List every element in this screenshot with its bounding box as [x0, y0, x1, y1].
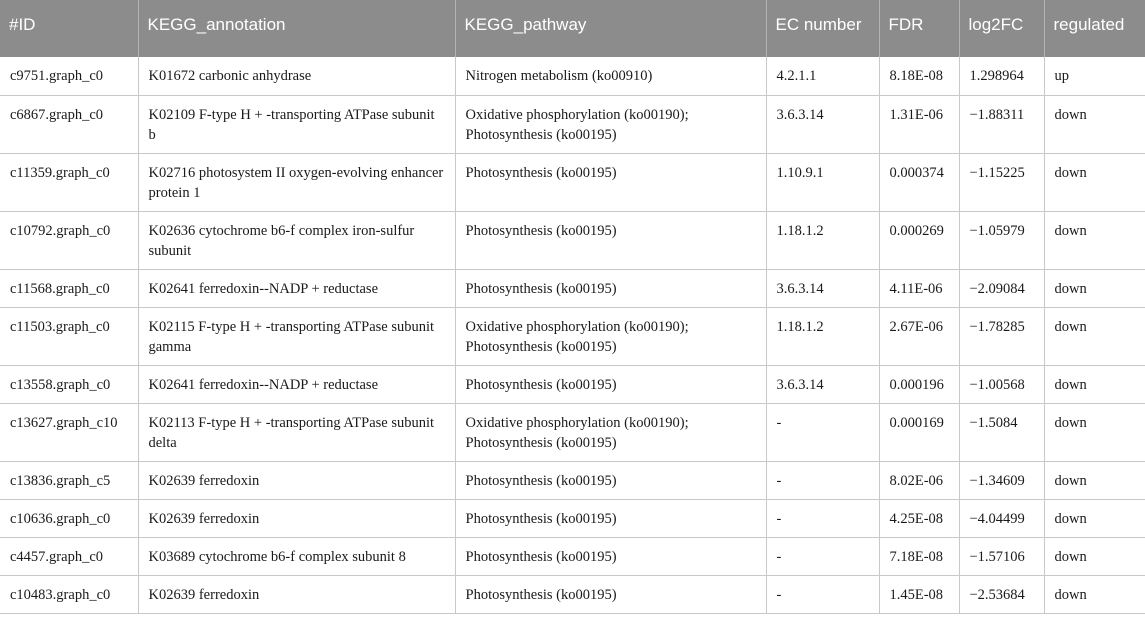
cell-annotation: K02115 F-type H + -transporting ATPase subunit gamma — [138, 307, 455, 365]
cell-annotation: K03689 cytochrome b6-f complex subunit 8 — [138, 537, 455, 575]
cell-id: c6867.graph_c0 — [0, 95, 138, 153]
table-row — [0, 499, 1145, 537]
cell-log2fc: −1.00568 — [959, 365, 1044, 403]
cell-pathway: Photosynthesis (ko00195) — [455, 461, 766, 499]
cell-annotation: K01672 carbonic anhydrase — [138, 57, 455, 95]
cell-id: c10636.graph_c0 — [0, 499, 138, 537]
header-ec-number: EC number — [766, 0, 879, 57]
header-id: #ID — [0, 0, 138, 57]
cell-fdr: 0.000196 — [879, 365, 959, 403]
cell-annotation: K02716 photosystem II oxygen-evolving enhancer protein 1 — [138, 153, 455, 211]
table-row — [0, 153, 1145, 211]
cell-fdr: 8.18E-08 — [879, 57, 959, 95]
cell-regulated: down — [1044, 499, 1145, 537]
header-kegg-pathway: KEGG_pathway — [455, 0, 766, 57]
cell-pathway: Photosynthesis (ko00195) — [455, 365, 766, 403]
cell-id: c11568.graph_c0 — [0, 269, 138, 307]
cell-regulated: down — [1044, 269, 1145, 307]
cell-annotation: K02641 ferredoxin--NADP + reductase — [138, 269, 455, 307]
cell-annotation: K02636 cytochrome b6-f complex iron-sulfur subunit — [138, 211, 455, 269]
cell-log2fc: −4.04499 — [959, 499, 1044, 537]
cell-log2fc: −1.5084 — [959, 403, 1044, 461]
cell-pathway: Photosynthesis (ko00195) — [455, 499, 766, 537]
cell-id: c10483.graph_c0 — [0, 575, 138, 613]
cell-pathway: Nitrogen metabolism (ko00910) — [455, 57, 766, 95]
cell-id: c11503.graph_c0 — [0, 307, 138, 365]
cell-ec-number: 1.18.1.2 — [766, 307, 879, 365]
table-row — [0, 537, 1145, 575]
header-regulated: regulated — [1044, 0, 1145, 57]
cell-fdr: 0.000269 — [879, 211, 959, 269]
cell-ec-number: 1.18.1.2 — [766, 211, 879, 269]
cell-log2fc: −1.57106 — [959, 537, 1044, 575]
cell-regulated: up — [1044, 57, 1145, 95]
cell-fdr: 4.11E-06 — [879, 269, 959, 307]
cell-regulated: down — [1044, 537, 1145, 575]
cell-annotation: K02641 ferredoxin--NADP + reductase — [138, 365, 455, 403]
header-fdr: FDR — [879, 0, 959, 57]
cell-pathway: Oxidative phosphorylation (ko00190); Photosynthesis (ko00195) — [455, 307, 766, 365]
cell-ec-number: 1.10.9.1 — [766, 153, 879, 211]
cell-id: c13558.graph_c0 — [0, 365, 138, 403]
cell-annotation: K02639 ferredoxin — [138, 461, 455, 499]
cell-ec-number: - — [766, 403, 879, 461]
cell-pathway: Oxidative phosphorylation (ko00190); Photosynthesis (ko00195) — [455, 95, 766, 153]
cell-id: c11359.graph_c0 — [0, 153, 138, 211]
cell-log2fc: −1.34609 — [959, 461, 1044, 499]
cell-regulated: down — [1044, 365, 1145, 403]
header-row — [0, 0, 1145, 57]
cell-annotation: K02639 ferredoxin — [138, 499, 455, 537]
cell-id: c4457.graph_c0 — [0, 537, 138, 575]
cell-fdr: 0.000374 — [879, 153, 959, 211]
cell-log2fc: −2.09084 — [959, 269, 1044, 307]
cell-id: c13627.graph_c10 — [0, 403, 138, 461]
cell-pathway: Oxidative phosphorylation (ko00190); Photosynthesis (ko00195) — [455, 403, 766, 461]
cell-ec-number: - — [766, 499, 879, 537]
table-row — [0, 211, 1145, 269]
cell-log2fc: −1.15225 — [959, 153, 1044, 211]
table-header — [0, 0, 1145, 57]
cell-regulated: down — [1044, 211, 1145, 269]
cell-pathway: Photosynthesis (ko00195) — [455, 211, 766, 269]
cell-ec-number: 3.6.3.14 — [766, 95, 879, 153]
cell-log2fc: −2.53684 — [959, 575, 1044, 613]
cell-pathway: Photosynthesis (ko00195) — [455, 269, 766, 307]
cell-ec-number: - — [766, 461, 879, 499]
cell-regulated: down — [1044, 153, 1145, 211]
table-row — [0, 461, 1145, 499]
cell-id: c13836.graph_c5 — [0, 461, 138, 499]
table-body — [0, 57, 1145, 613]
cell-fdr: 7.18E-08 — [879, 537, 959, 575]
cell-regulated: down — [1044, 307, 1145, 365]
cell-log2fc: −1.88311 — [959, 95, 1044, 153]
table-row — [0, 365, 1145, 403]
cell-ec-number: 3.6.3.14 — [766, 365, 879, 403]
cell-id: c10792.graph_c0 — [0, 211, 138, 269]
cell-pathway: Photosynthesis (ko00195) — [455, 153, 766, 211]
cell-fdr: 4.25E-08 — [879, 499, 959, 537]
cell-annotation: K02109 F-type H + -transporting ATPase subunit b — [138, 95, 455, 153]
cell-log2fc: −1.05979 — [959, 211, 1044, 269]
cell-fdr: 8.02E-06 — [879, 461, 959, 499]
cell-regulated: down — [1044, 461, 1145, 499]
cell-annotation: K02639 ferredoxin — [138, 575, 455, 613]
cell-id: c9751.graph_c0 — [0, 57, 138, 95]
table-row — [0, 269, 1145, 307]
cell-log2fc: 1.298964 — [959, 57, 1044, 95]
table-row — [0, 307, 1145, 365]
table-row — [0, 575, 1145, 613]
cell-log2fc: −1.78285 — [959, 307, 1044, 365]
cell-ec-number: - — [766, 575, 879, 613]
cell-annotation: K02113 F-type H + -transporting ATPase subunit delta — [138, 403, 455, 461]
cell-ec-number: - — [766, 537, 879, 575]
header-log2fc: log2FC — [959, 0, 1044, 57]
cell-pathway: Photosynthesis (ko00195) — [455, 575, 766, 613]
cell-pathway: Photosynthesis (ko00195) — [455, 537, 766, 575]
table-row — [0, 57, 1145, 95]
table-row — [0, 95, 1145, 153]
cell-regulated: down — [1044, 95, 1145, 153]
cell-ec-number: 3.6.3.14 — [766, 269, 879, 307]
cell-ec-number: 4.2.1.1 — [766, 57, 879, 95]
cell-fdr: 2.67E-06 — [879, 307, 959, 365]
cell-regulated: down — [1044, 575, 1145, 613]
table-row — [0, 403, 1145, 461]
header-kegg-annotation: KEGG_annotation — [138, 0, 455, 57]
cell-fdr: 1.45E-08 — [879, 575, 959, 613]
cell-fdr: 1.31E-06 — [879, 95, 959, 153]
cell-fdr: 0.000169 — [879, 403, 959, 461]
cell-regulated: down — [1044, 403, 1145, 461]
